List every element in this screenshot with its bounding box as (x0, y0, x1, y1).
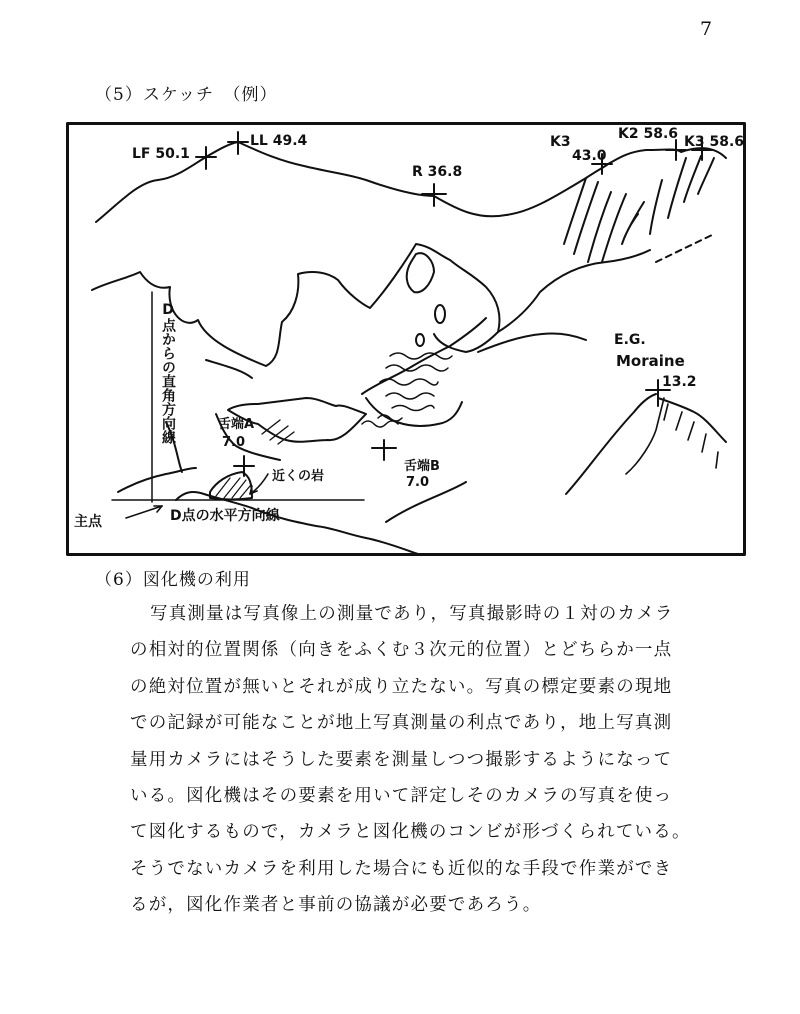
right-crags (564, 156, 714, 262)
terrain-lower-4 (206, 360, 252, 378)
section-6-heading: （6）図化機の利用 (95, 570, 251, 590)
label-eg: E.G. (614, 332, 646, 348)
sketch-figure (66, 122, 746, 556)
label-main-point: 主点 (74, 514, 102, 530)
section-5-heading: （5）スケッチ （例） (95, 85, 278, 105)
label-k3-name: K3 (550, 134, 571, 150)
page-number: 7 (700, 18, 713, 40)
paragraph-line-3: の絶対位置が無いとそれが成り立たない。写真の標定要素の現地 (130, 676, 673, 697)
paragraph-line-9: るが，図化作業者と事前の協議が必要であろう。 (130, 895, 542, 916)
rock-oval-3 (416, 334, 424, 346)
label-r: R 36.8 (412, 164, 463, 180)
rock-oval-2 (435, 305, 445, 323)
label-tongue-a: 舌端A (218, 417, 255, 432)
label-tongue-b-value: 7.0 (406, 475, 430, 490)
terrain-hatch (626, 398, 718, 474)
paragraph-line-5: 量用カメラにはそうした要素を測量しつつ撮影するようになって (130, 749, 673, 770)
crevasse-lines (362, 353, 452, 427)
label-tongue-b: 舌端B (404, 459, 440, 474)
ridge-line (96, 142, 726, 222)
glacier-right-edge (498, 250, 650, 332)
terrain-lower-2 (566, 394, 656, 494)
glacier-snout-curve (366, 398, 462, 426)
paragraph-line-7: て図化するもので，カメラと図化機のコンビが形づくられている。 (130, 822, 691, 843)
paragraph-line-6: いる。図化機はその要素を用いて評定しそのカメラの写真を使っ (130, 786, 673, 807)
label-tongue-a-value: 7.0 (222, 435, 246, 450)
label-horizontal-direction: D点の水平方向線 (170, 508, 280, 524)
dashed-line (656, 234, 714, 262)
paragraph-line-4: での記録が可能なことが地上写真測量の利点であり，地上写真測 (130, 713, 673, 734)
label-ll: LL 49.4 (250, 133, 308, 149)
label-lf: LF 50.1 (132, 146, 190, 162)
label-k3-value: 43.0 (572, 148, 607, 164)
label-moraine: Moraine (616, 352, 685, 370)
left-slope (118, 468, 196, 492)
label-k2: K2 58.6 (618, 126, 679, 142)
label-k3b: K3 58.6 (684, 134, 745, 150)
paragraph-line-2: の相対的位置関係（向きをふくむ３次元的位置）とどちらか一点 (130, 640, 673, 661)
rock-oval-1 (407, 253, 434, 292)
label-eg-value: 13.2 (662, 374, 697, 390)
body-paragraph (130, 596, 730, 924)
label-vertical-direction: D点からの直角方向線 (160, 302, 176, 444)
label-near-rock: 近くの岩 (272, 469, 325, 484)
paragraph-line-8: そうでないカメラを利用した場合にも近似的な手段で作業ができ (130, 858, 673, 879)
paragraph-line-1: 写真測量は写真像上の測量であり，写真撮影時の１対のカメラ (150, 604, 674, 624)
glacier-tongue-edge (362, 318, 486, 394)
